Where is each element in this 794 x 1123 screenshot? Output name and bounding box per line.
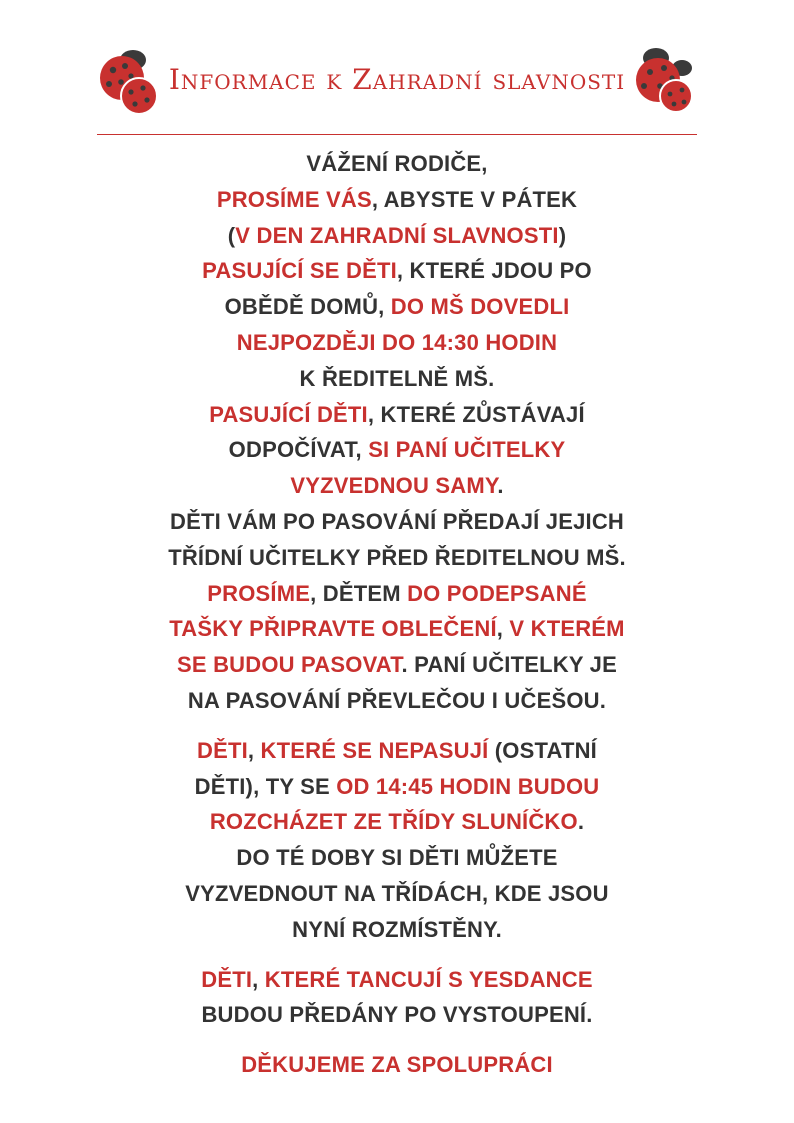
- notice-line: [197, 738, 597, 763]
- notice-paragraph: [60, 146, 734, 719]
- header: [0, 0, 794, 140]
- highlight-text: PROSÍME: [207, 580, 311, 606]
- highlight-text: V DEN ZAHRADNÍ SLAVNOSTI: [235, 222, 559, 248]
- body-text: VYZVEDNOUT NA TŘÍDÁCH, KDE JSOU: [185, 880, 609, 906]
- body-text: , KTERÉ JDOU PO: [396, 258, 592, 284]
- notice-line: [241, 1052, 553, 1077]
- highlight-text: SE BUDOU PASOVAT: [177, 652, 402, 678]
- notice-line: [229, 437, 566, 462]
- notice-line: [201, 1002, 592, 1027]
- body-text: ): [558, 222, 567, 248]
- highlight-text: PASUJÍCÍ DĚTI: [209, 401, 368, 427]
- body-text: . PANÍ UČITELKY JE: [401, 652, 617, 678]
- body-text: ,: [247, 737, 261, 763]
- notice-line: [225, 294, 570, 319]
- body-text: K ŘEDITELNĚ MŠ.: [299, 365, 495, 391]
- body-text: , ABYSTE V PÁTEK: [371, 186, 578, 212]
- notice-line: [202, 258, 592, 283]
- body-text: VÁŽENÍ RODIČE,: [306, 151, 488, 176]
- highlight-text: ROZCHÁZET ZE TŘÍDY SLUNÍČKO: [209, 809, 578, 835]
- body-text: ODPOČÍVAT,: [228, 437, 369, 463]
- body-text: DĚTI), TY SE: [194, 773, 337, 799]
- page-title: Informace k Zahradní slavnosti: [168, 63, 626, 96]
- notice-line: [195, 774, 600, 799]
- highlight-text: DĚKUJEME ZA SPOLUPRÁCI: [241, 1052, 553, 1078]
- highlight-text: DO MŠ DOVEDLI: [390, 294, 570, 320]
- body-text: ,: [496, 616, 510, 642]
- highlight-text: VYZVEDNOU SAMY: [290, 473, 498, 499]
- notice-line: [292, 917, 502, 942]
- body-text: DĚTI VÁM PO PASOVÁNÍ PŘEDAJÍ JEJICH: [169, 508, 624, 534]
- highlight-text: NEJPOZDĚJI DO 14:30 HODIN: [236, 329, 558, 355]
- ladybug-icon: [630, 42, 696, 114]
- body-text: NA PASOVÁNÍ PŘEVLEČOU I UČEŠOU.: [187, 687, 607, 713]
- notice-line: [290, 473, 503, 498]
- body-text: , DĚTEM: [310, 580, 408, 606]
- highlight-text: DĚTI: [201, 966, 253, 992]
- notice-line: [236, 845, 557, 870]
- highlight-text: PASUJÍCÍ SE DĚTI: [202, 258, 397, 284]
- notice-line: [237, 330, 557, 355]
- body-text: .: [497, 473, 504, 499]
- notice-paragraph: [60, 962, 734, 1034]
- notice-line: [207, 581, 586, 606]
- notice-line: [209, 402, 585, 427]
- notice-line: [300, 366, 495, 391]
- highlight-text: TAŠKY PŘIPRAVTE OBLEČENÍ: [169, 616, 497, 642]
- notice-line: [306, 151, 487, 176]
- notice-line: [201, 967, 592, 992]
- body-text: , KTERÉ ZŮSTÁVAJÍ: [367, 401, 585, 427]
- highlight-text: V KTERÉM: [509, 616, 625, 642]
- notice-line: [169, 616, 624, 641]
- body-text: BUDOU PŘEDÁNY PO VYSTOUPENÍ.: [201, 1002, 593, 1028]
- notice-body: [60, 146, 734, 1083]
- notice-line: [170, 509, 624, 534]
- divider: [97, 134, 697, 135]
- notice-line: [210, 809, 584, 834]
- body-text: OBĚDĚ DOMŮ,: [224, 294, 391, 320]
- body-text: TŘÍDNÍ UČITELKY PŘED ŘEDITELNOU MŠ.: [168, 544, 626, 570]
- notice-line: [188, 688, 606, 713]
- notice-paragraph: [60, 733, 734, 948]
- highlight-text: OD 14:45 HODIN BUDOU: [336, 773, 600, 799]
- highlight-text: DO PODEPSANÉ: [407, 580, 587, 606]
- notice-line: [228, 223, 566, 248]
- highlight-text: SI PANÍ UČITELKY: [368, 437, 566, 463]
- body-text: (: [227, 222, 236, 248]
- highlight-text: KTERÉ TANCUJÍ S YESDANCE: [264, 966, 593, 992]
- notice-line: [217, 187, 577, 212]
- notice-line: [177, 652, 617, 677]
- body-text: ,: [252, 966, 265, 992]
- body-text: NYNÍ ROZMÍSTĚNY.: [292, 916, 502, 942]
- body-text: .: [577, 809, 585, 835]
- body-text: DO TÉ DOBY SI DĚTI MŮŽETE: [236, 845, 558, 871]
- body-text: (OSTATNÍ: [488, 737, 597, 763]
- notice-line: [168, 545, 626, 570]
- notice-paragraph: [60, 1047, 734, 1083]
- highlight-text: KTERÉ SE NEPASUJÍ: [260, 737, 489, 763]
- highlight-text: DĚTI: [196, 737, 248, 763]
- highlight-text: PROSÍME VÁS: [216, 186, 372, 212]
- notice-line: [185, 881, 608, 906]
